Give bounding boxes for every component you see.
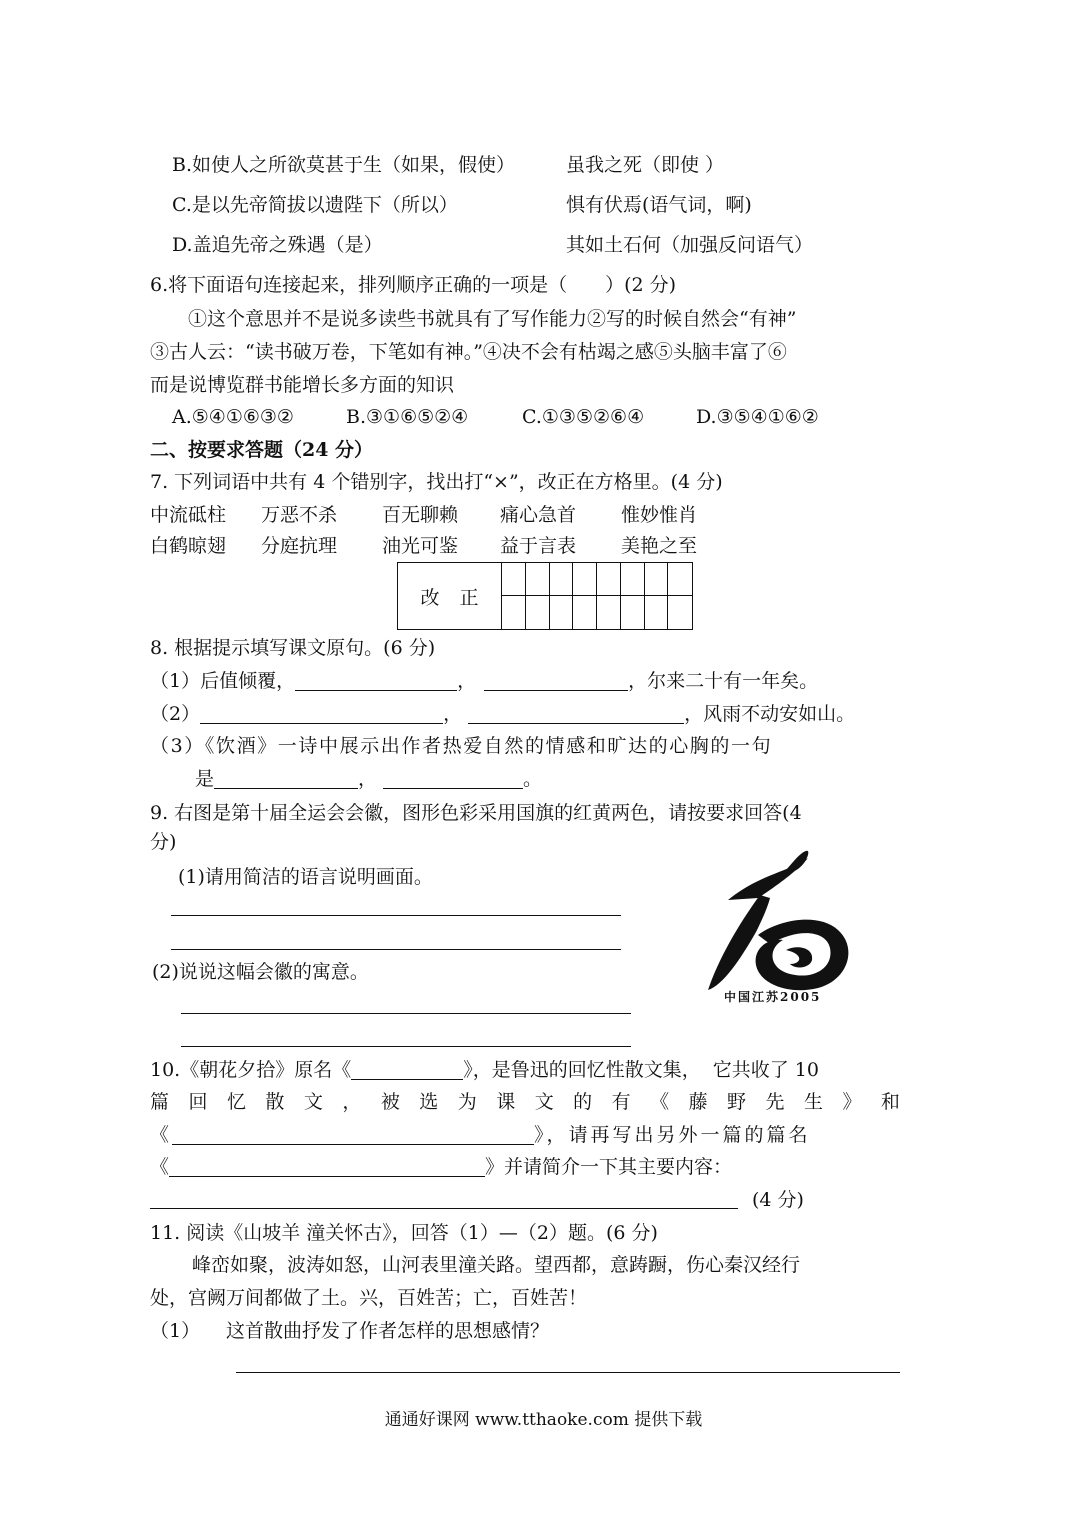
q8-item-1-blank-1[interactable] xyxy=(295,670,457,691)
q7-word-1-3: 百无聊赖 xyxy=(382,504,459,526)
q10-l2-char: 为 xyxy=(457,1091,477,1113)
q10-l2-char: 忆 xyxy=(226,1091,246,1113)
grid-cell[interactable] xyxy=(668,563,692,596)
grid-cell[interactable] xyxy=(502,563,526,596)
q6-option-a: A.⑤④①⑥③② xyxy=(172,406,294,428)
q8-item-3-blank-2[interactable] xyxy=(383,768,523,789)
q10-l2-char: 和 xyxy=(880,1091,900,1113)
q8-item-2-prefix: （2） xyxy=(150,703,201,725)
q10-l2-char: 藤 xyxy=(688,1091,708,1113)
q7-word-1-2: 万恶不杀 xyxy=(261,504,338,526)
q9-answer-line-4[interactable] xyxy=(181,1046,631,1047)
page-footer: 通通好课网 www.tthaoke.com 提供下载 xyxy=(384,1410,703,1430)
q11-sub-1-number: （1） xyxy=(150,1320,201,1342)
grid-cell[interactable] xyxy=(526,596,550,629)
q6-line-3: 而是说博览群书能增长多方面的知识 xyxy=(150,374,455,396)
q6-line-1: ①这个意思并不是说多读些书就具有了写作能力②写的时候自然会“有神” xyxy=(188,308,797,330)
q8-item-1 xyxy=(150,668,818,694)
q10-line-3-a: 《 xyxy=(150,1124,173,1146)
grid-cell[interactable] xyxy=(502,596,526,629)
grid-cell[interactable] xyxy=(645,563,669,596)
q9-answer-line-2[interactable] xyxy=(171,949,621,950)
q10-line-4 xyxy=(150,1154,732,1180)
q11-sub-1: 这首散曲抒发了作者怎样的思想感情？ xyxy=(226,1320,550,1342)
q10-l2-char: 回 xyxy=(188,1091,208,1113)
q10-another-essay-blank[interactable] xyxy=(169,1156,485,1177)
q7-word-2-1: 白鹤晾翅 xyxy=(150,535,227,557)
q7-correction-grid xyxy=(397,562,693,630)
q10-l2-char: 文 xyxy=(534,1091,554,1113)
q8-item-1-blank-2[interactable] xyxy=(484,670,628,691)
q8-item-3-line: （3）《饮酒》一诗中展示出作者热爱自然的情感和旷达的心胸的一句 xyxy=(150,735,773,757)
q10-line-2 xyxy=(150,1089,900,1115)
q7-word-2-3: 油光可鉴 xyxy=(382,535,459,557)
q8-item-2-suffix: ，风雨不动安如山。 xyxy=(684,703,856,725)
q10-l2-char: ， xyxy=(342,1091,362,1113)
q8-item-3-sep: ， xyxy=(358,768,378,790)
q10-line-3 xyxy=(150,1122,811,1148)
grid-cell[interactable] xyxy=(645,596,669,629)
q8-item-1-suffix: ，尔来二十有一年矣。 xyxy=(628,670,819,692)
q10-other-essay-blank[interactable] xyxy=(172,1124,534,1145)
q10-l2-char: 被 xyxy=(380,1091,400,1113)
grid-cell[interactable] xyxy=(550,596,574,629)
q7-stem: 7. 下列词语中共有 4 个错别字，找出打“×”，改正在方格里。(4 分) xyxy=(150,471,723,493)
q10-l2-char: 篇 xyxy=(150,1091,170,1113)
q6-option-d: D.③⑤④①⑥② xyxy=(696,406,819,428)
q6-option-b: B.③①⑥⑤②④ xyxy=(346,406,469,428)
q6-stem: 6.将下面语句连接起来，排列顺序正确的一项是（ ）(2 分) xyxy=(150,274,677,296)
q7-word-1-1: 中流砥柱 xyxy=(150,504,227,526)
grid-cell[interactable] xyxy=(621,563,645,596)
q11-answer-line[interactable] xyxy=(236,1372,900,1373)
grid-cell[interactable] xyxy=(526,563,550,596)
q8-item-3-prefix: 是 xyxy=(195,768,215,790)
q10-l2-char: 《 xyxy=(650,1091,670,1113)
q10-line-1-b: 》，是鲁迅的回忆性散文集， xyxy=(463,1059,701,1081)
grid-cell[interactable] xyxy=(621,596,645,629)
q10-l2-char: 课 xyxy=(496,1091,516,1113)
q9-stem-line-2: 分) xyxy=(150,831,177,853)
q10-line-4-a: 《 xyxy=(150,1156,170,1178)
q8-item-3-answer xyxy=(195,766,542,792)
grid-cell[interactable] xyxy=(573,596,597,629)
q10-l2-char: 文 xyxy=(303,1091,323,1113)
q8-stem: 8. 根据提示填写课文原句。(6 分) xyxy=(150,637,436,659)
q10-l2-char: 散 xyxy=(265,1091,285,1113)
section-2-heading: 二、按要求答题（24 分） xyxy=(150,439,374,461)
q8-item-3-end: 。 xyxy=(523,768,543,790)
q5-option-c-left: C.是以先帝简拔以遗陛下（所以） xyxy=(172,194,458,216)
q7-grid-label: 改正 xyxy=(398,563,502,629)
q6-option-c: C.①③⑤②⑥④ xyxy=(522,406,645,428)
q10-line-1-a: 10.《朝花夕拾》原名《 xyxy=(150,1059,352,1081)
q9-answer-line-3[interactable] xyxy=(181,1013,631,1014)
q10-l2-char: 》 xyxy=(842,1091,862,1113)
q10-summary-line[interactable] xyxy=(150,1208,738,1209)
q9-answer-line-1[interactable] xyxy=(171,915,621,916)
q7-word-2-4: 益于言表 xyxy=(500,535,577,557)
q8-item-1-sep: ， xyxy=(457,670,477,692)
q8-item-2 xyxy=(150,701,855,727)
q10-l2-char: 野 xyxy=(727,1091,747,1113)
q6-line-2: ③古人云：“读书破万卷，下笔如有神。”④决不会有枯竭之感⑤头脑丰富了⑥ xyxy=(150,341,787,363)
q5-option-b-right: 虽我之死（即使 ） xyxy=(566,154,725,176)
q7-grid-cells xyxy=(502,563,692,629)
q10-line-4-b: 》并请简介一下其主要内容： xyxy=(485,1156,733,1178)
q5-option-c-right: 惧有伏焉(语气词，啊) xyxy=(566,194,752,216)
q10-l2-char: 的 xyxy=(573,1091,593,1113)
q10-l2-char: 选 xyxy=(419,1091,439,1113)
q5-option-d-left: D.盖追先帝之殊遇（是） xyxy=(172,234,383,256)
grid-cell[interactable] xyxy=(573,563,597,596)
q8-item-1-prefix: （1）后值倾覆， xyxy=(150,670,296,692)
q8-item-3-blank-1[interactable] xyxy=(214,768,358,789)
grid-cell[interactable] xyxy=(668,596,692,629)
q11-poem-line-1: 峰峦如聚，波涛如怒，山河表里潼关路。望西都，意踌蹰，伤心秦汉经行 xyxy=(192,1254,801,1276)
q10-line-1-c: 它共收了 10 xyxy=(712,1059,819,1081)
grid-cell[interactable] xyxy=(550,563,574,596)
grid-cell[interactable] xyxy=(597,596,621,629)
q5-option-b-left: B.如使人之所欲莫甚于生（如果，假使） xyxy=(172,154,516,176)
q8-item-2-sep: ， xyxy=(443,703,463,725)
q10-original-title-blank[interactable] xyxy=(351,1059,463,1080)
q7-word-2-5: 美艳之至 xyxy=(621,535,698,557)
q10-l2-char: 生 xyxy=(803,1091,823,1113)
q7-word-2-2: 分庭抗理 xyxy=(261,535,338,557)
q9-sub-2: (2)说说这幅会徽的寓意。 xyxy=(152,961,369,983)
q8-item-2-blank-1[interactable] xyxy=(200,703,443,724)
q8-item-2-blank-2[interactable] xyxy=(468,703,684,724)
q7-word-1-4: 痛心急首 xyxy=(500,504,577,526)
q9-sub-1: (1)请用简洁的语言说明画面。 xyxy=(178,866,433,888)
q9-stem-line-1: 9. 右图是第十届全运会会徽，图形色彩采用国旗的红黄两色，请按要求回答(4 xyxy=(150,802,802,824)
q7-word-1-5: 惟妙惟肖 xyxy=(621,504,698,526)
grid-cell[interactable] xyxy=(597,563,621,596)
q11-stem: 11. 阅读《山坡羊 潼关怀古》，回答（1）—（2）题。(6 分) xyxy=(150,1222,658,1244)
q10-line-3-b: 》，请再写出另外一篇的篇名 xyxy=(534,1124,811,1146)
q10-points: (4 分) xyxy=(752,1189,804,1211)
q5-option-d-right: 其如土石何（加强反问语气） xyxy=(566,234,814,256)
emblem-caption: 中国江苏2005 xyxy=(724,990,822,1004)
q10-l2-char: 先 xyxy=(765,1091,785,1113)
q10-l2-char: 有 xyxy=(611,1091,631,1113)
q11-poem-line-2: 处，宫阙万间都做了土。兴，百姓苦；亡，百姓苦！ xyxy=(150,1287,588,1309)
q10-line-1 xyxy=(150,1057,819,1083)
